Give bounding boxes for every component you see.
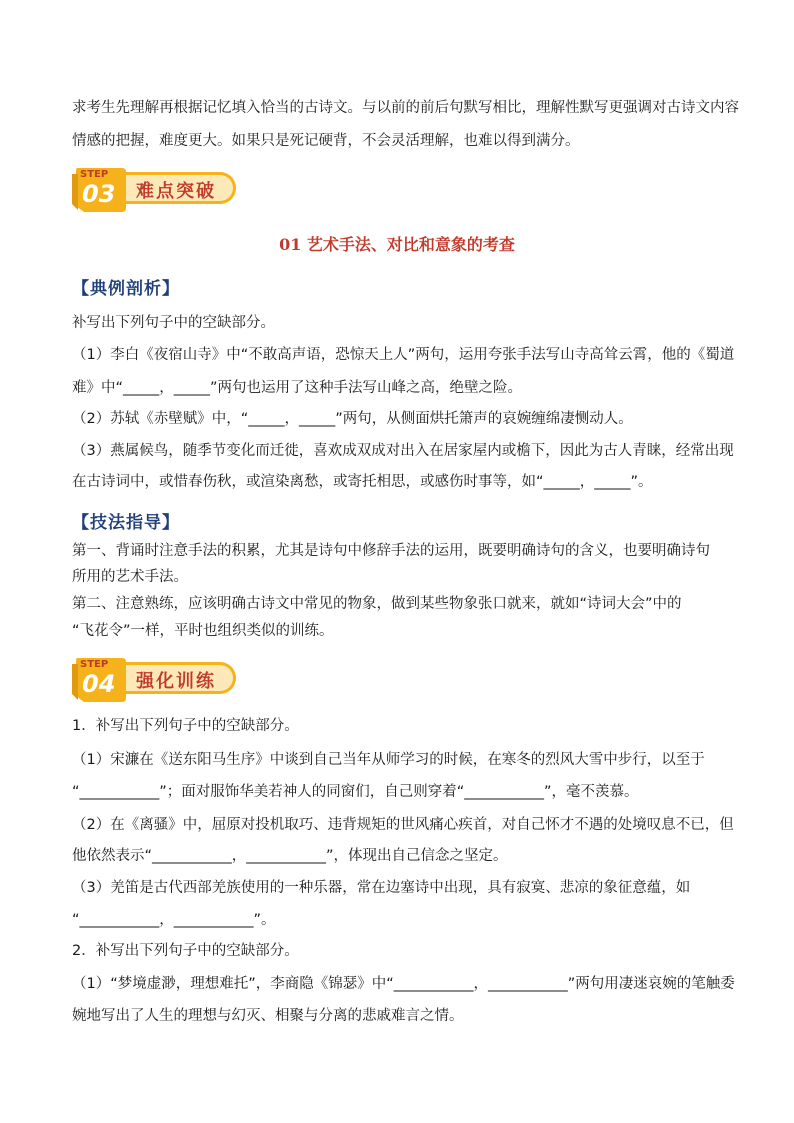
technique-header: 【技法指导】 (72, 513, 180, 533)
exercise-line: 他依然表示“___________，___________”，体现出自己信念之坚定。 (72, 848, 508, 864)
example-line: （1）李白《夜宿山寺》中“不敢高声语，恐惊天上人”两句，运用夸张手法写山寺高耸云霄，他的《蜀道 (72, 347, 735, 363)
technique-line: 第二、注意熟练，应该明确古诗文中常见的物象，做到某些物象张口就来，就如“诗词大会”中的 (72, 596, 682, 612)
example-line: 补写出下列句子中的空缺部分。 (72, 315, 275, 331)
exercise-line: 婉地写出了人生的理想与幻灭、相聚与分离的悲戚难言之情。 (72, 1008, 464, 1024)
step-title: 强化训练 (136, 671, 216, 692)
intro-line-2: 情感的把握，难度更大。如果只是死记硬背，不会灵活理解，也难以得到满分。 (72, 133, 580, 149)
exercise-line: （1）宋濂在《送东阳马生序》中谈到自己当年从师学习的时候，在寒冬的烈风大雪中步行，以至于 (72, 752, 705, 768)
exercise-line: （2）在《离骚》中，屈原对投机取巧、违背规矩的世风痛心疾首，对自己怀才不遇的处境叹息不已，但 (72, 817, 734, 833)
technique-line: “飞花令”一样，平时也组织类似的训练。 (72, 623, 334, 639)
example-line: （2）苏轼《赤壁赋》中，“_____，_____”两句，从侧面烘托箫声的哀婉缠绵凄恻动人。 (72, 411, 633, 427)
exercise-line: “___________，___________”。 (72, 912, 276, 928)
exercise-line: （1）“梦境虚渺，理想难托”，李商隐《锦瑟》中“___________，___________”两句用凄迷哀婉的笔触委 (72, 976, 735, 992)
example-line: 在古诗词中，或惜春伤秋，或渲染离愁，或寄托相思，或感伤时事等，如“_____，_____”。 (72, 474, 653, 490)
step-title-bar (126, 172, 236, 204)
step-title-bar (126, 662, 236, 694)
step-title: 难点突破 (136, 181, 216, 202)
exercise-line: 2．补写出下列句子中的空缺部分。 (72, 943, 299, 959)
exercise-line: “___________”；面对服饰华美若神人的同窗们，自己则穿着“___________”，毫不羡慕。 (72, 784, 639, 800)
step-number: 04 (82, 670, 116, 698)
technique-line: 所用的艺术手法。 (72, 569, 188, 585)
technique-line: 第一、背诵时注意手法的积累，尤其是诗句中修辞手法的运用，既要明确诗句的含义，也要明确诗句 (72, 543, 710, 559)
exercise-line: （3）羌笛是古代西部羌族使用的一种乐器，常在边塞诗中出现，具有寂寞、悲凉的象征意蕴，如 (72, 880, 691, 896)
step-number: 03 (82, 180, 116, 208)
section-heading: 01 艺术手法、对比和意象的考查 (279, 235, 515, 254)
step-04-badge (70, 656, 236, 704)
exercise-line: 1．补写出下列句子中的空缺部分。 (72, 718, 299, 734)
step-label: STEP (80, 659, 109, 670)
example-line: 难》中“_____，_____”两句也运用了这种手法写山峰之高，绝壁之险。 (72, 380, 523, 396)
intro-line-1: 求考生先理解再根据记忆填入恰当的古诗文。与以前的前后句默写相比，理解性默写更强调对古诗文内容 (72, 100, 739, 116)
step-label: STEP (80, 169, 109, 180)
step-03-badge (70, 166, 236, 214)
example-header: 【典例剖析】 (72, 279, 180, 299)
example-line: （3）燕属候鸟，随季节变化而迁徙，喜欢成双成对出入在居家屋内或檐下，因此为古人青睐，经常出现 (72, 443, 734, 459)
